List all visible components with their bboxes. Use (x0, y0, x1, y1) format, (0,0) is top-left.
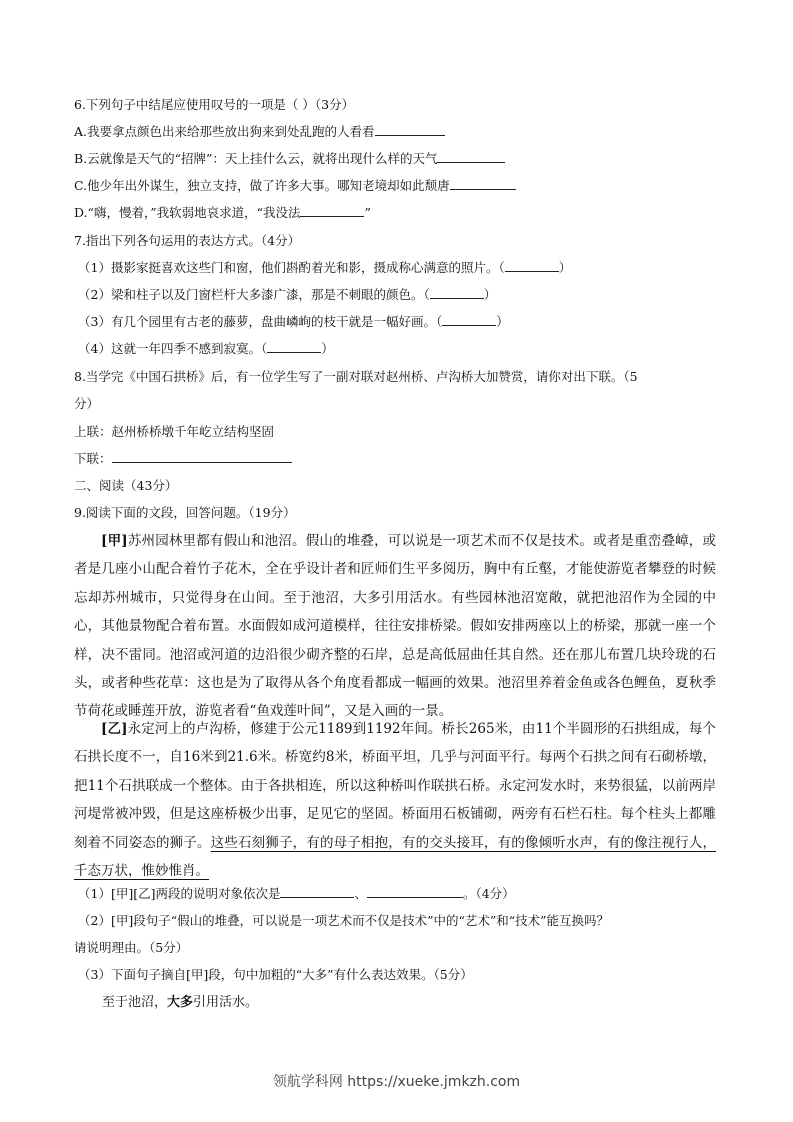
q8-stem-line2: 分） (74, 396, 100, 411)
q6-option-c-text: C.他少年出外谋生，独立支持，做了许多大事。哪知老境却如此颓唐 (74, 178, 450, 193)
bracket-close: ） (558, 260, 572, 275)
passage-yi-underlined: 这些石刻狮子，有的母子相抱，有的交头接耳，有的像倾听水声，有的像注视行人，千态万状，惟妙惟肖。 (74, 834, 717, 880)
answer-blank[interactable] (437, 151, 505, 163)
passage-yi (74, 715, 716, 885)
passage-jia-tag: [甲] (101, 533, 128, 549)
q6-option-c (74, 178, 516, 194)
answer-blank[interactable] (375, 124, 445, 136)
passage-jia (74, 527, 716, 726)
q7-sentence-3 (78, 314, 509, 330)
q9-part-1-sep: 、 (354, 886, 367, 901)
bracket-close: ） (321, 341, 334, 356)
footer-watermark: 领航学科网 https://xueke.jmkzh.com (272, 1074, 521, 1090)
q7-stem: 7.指出下列各句运用的表达方式。（4分） (74, 233, 301, 248)
q8-upper-couplet: 上联：赵州桥桥墩千年屹立结构坚固 (74, 424, 275, 439)
quote-text-start: 至于池沼， (102, 995, 168, 1010)
q6-option-d-close: ” (364, 205, 371, 220)
q9-part-3-quote (102, 995, 258, 1011)
bracket-close: ） (483, 287, 497, 302)
passage-yi-text: 永定河上的卢沟桥，修建于公元1189到1192年间。桥长265米，由11个半圆形的石拱组成，每个石拱长度不一，自16米到21.6米。桥宽约8米，桥面平坦，几乎与河面平行。每两个石拱之间有石砌桥墩，把11个石拱联成一个整体。由于各拱相连，所以这种桥叫作联拱石桥。永定河发水时，来势很猛，以前两岸河堤常被冲毁，但是这座桥极少出事，足见它的坚固。桥面用石板铺砌，两旁有石栏石柱。每个柱头上都雕刻着不同姿态的狮子。 (74, 721, 716, 851)
q7-sentence-2-text: （2）梁和柱子以及门窗栏杆大多漆广漆，那是不刺眼的颜色。（ (78, 287, 430, 302)
answer-blank[interactable] (300, 205, 364, 217)
q7-sentence-1 (78, 260, 571, 276)
q6-option-d (74, 205, 371, 221)
answer-blank[interactable] (505, 260, 559, 272)
q8-lower-label: 下联： (74, 451, 112, 466)
q9-part-1 (78, 886, 515, 902)
answer-blank[interactable] (442, 314, 496, 326)
q6-option-a-text: A.我要拿点颜色出来给那些放出狗来到处乱跑的人看看 (74, 124, 375, 139)
q9-part-2-line2: 请说明理由。（5分） (74, 940, 189, 955)
q8-lower-couplet (74, 451, 292, 467)
q6-option-b (74, 151, 505, 167)
q8-stem-line1: 8.当学完《中国石拱桥》后，有一位学生写了一副对联对赵州桥、卢沟桥大加赞赏，请你对出下联。（5 (74, 369, 638, 384)
answer-blank[interactable] (430, 287, 484, 299)
q7-sentence-3-text: （3）有几个园里有古老的藤萝，盘曲嶙峋的枝干就是一幅好画。（ (78, 314, 443, 329)
q9-part-2-line1: （2）[甲]段句子“假山的堆叠，可以说是一项艺术而不仅是技术”中的“艺术”和“技术”能互换吗？ (78, 913, 610, 928)
answer-blank[interactable] (367, 886, 463, 898)
q6-option-a (74, 124, 445, 140)
passage-yi-tag: [乙] (101, 721, 128, 737)
q6-option-b-text: B.云就像是天气的“招牌”：天上挂什么云，就将出现什么样的天气 (74, 151, 438, 166)
q7-sentence-1-text: （1）摄影家挺喜欢这些门和窗，他们斟酌着光和影，摄成称心满意的照片。（ (78, 260, 505, 275)
q6-stem: 6.下列句子中结尾应使用叹号的一项是（ ）（3分） (74, 97, 355, 112)
answer-blank[interactable] (112, 451, 292, 463)
quote-text-end: 引用活水。 (193, 995, 259, 1010)
answer-blank[interactable] (450, 178, 516, 190)
section-heading: 二、阅读（43分） (74, 478, 178, 493)
answer-blank[interactable] (280, 886, 354, 898)
q7-sentence-2 (78, 287, 496, 303)
answer-blank[interactable] (267, 341, 321, 353)
q9-part-3: （3）下面句子摘自[甲]段，句中加粗的“大多”有什么表达效果。（5分） (78, 967, 473, 982)
q7-sentence-4-text: （4）这就一年四季不感到寂寞。（ (78, 341, 268, 356)
q9-stem: 9.阅读下面的文段，回答问题。（19分） (74, 505, 296, 520)
q9-part-1-text: （1）[甲][乙]两段的说明对象依次是 (78, 886, 281, 901)
bracket-close: ） (496, 314, 509, 329)
q7-sentence-4 (78, 341, 334, 357)
q6-option-d-text: D.“嗨，慢着，”我软弱地哀求道，“我没法 (74, 205, 301, 220)
q9-part-1-score: 。（4分） (462, 886, 515, 901)
passage-jia-text: 苏州园林里都有假山和池沼。假山的堆叠，可以说是一项艺术而不仅是技术。或者是重峦叠嶂，或者是几座小山配合着竹子花木，全在乎设计者和匠师们生平多阅历，胸中有丘壑，才能使游览者攀登的时候忘却苏州城市，只觉得身在山间。至于池沼，大多引用活水。有些园林池沼宽敞，就把池沼作为全园的中心，其他景物配合着布置。水面假如成河道模样，往往安排桥梁。假如安排两座以上的桥梁，那就一座一个样，决不雷同。池沼或河道的边沿很少砌齐整的石岸，总是高低屈曲任其自然。还在那儿布置几块玲珑的石头，或者种些花草：这也是为了取得从各个角度看都成一幅画的效果。池沼里养着金鱼或各色鲤鱼，夏秋季节荷花或睡莲开放，游览者看“鱼戏莲叶间”，又是入画的一景。 (74, 533, 716, 720)
quote-bold-word: 大多 (167, 995, 194, 1010)
